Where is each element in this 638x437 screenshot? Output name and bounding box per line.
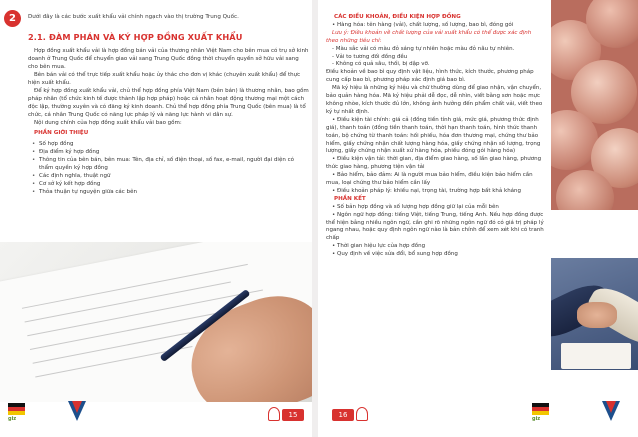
left-page xyxy=(0,0,312,437)
term-line: • Điều kiện tài chính: giá cả (đồng tiền tính giá, mức giá, phương thức định giá), thanh toán (đồng tiền thanh toán, thời hạn thanh toán, hình thức thanh toán, bộ chứng từ thanh toán: hối phiếu, hóa đơn thương mại, chứng thư bảo hiểm, giấy chứng nhận chất lượng hàng hóa, giấy chứng nhận số lượng, trọng lượng, giấy chứng nhận xuất xứ hàng hóa, phiếu đóng gói hàng hóa) xyxy=(326,116,541,155)
term-line: • Điều khoản pháp lý: khiếu nại, trọng tài, trường hợp bất khả kháng xyxy=(332,187,522,194)
term-line: - Không có quả sâu, thối, bị dập vỡ. xyxy=(332,61,430,68)
page-mark-icon xyxy=(268,407,280,421)
closing-line: • Số bản hợp đồng và số lượng hợp đồng giữ lại của mỗi bên xyxy=(332,203,499,210)
term-line: • Điều kiện vận tải: thời gian, địa điểm giao hàng, số lần giao hàng, phương thức giao hàng, phương tiện vận tải xyxy=(326,156,542,171)
terms-heading: CÁC ĐIỀU KHOẢN, ĐIỀU KIỆN HỢP ĐỒNG xyxy=(334,14,461,20)
chapter-badge: 2 xyxy=(4,10,21,27)
german-flag-icon xyxy=(8,403,25,415)
paragraph: Bên bán vải có thể trực tiếp xuất khẩu hoặc ủy thác cho đơn vị khác (chuyên xuất khẩu) để thực hiện xuất khẩu. xyxy=(28,72,301,86)
sub-title: PHẦN GIỚI THIỆU xyxy=(34,130,89,136)
giz-logo: giz xyxy=(8,416,17,422)
term-line: Mã ký hiệu là những ký hiệu và chữ thường dùng để giao nhận, vận chuyển, bảo quản hàng hóa. Mã ký hiệu phải dễ đọc, dễ nhìn, viết bằng sơn hoặc mực không nhòe, kích thước đủ lớn, không ảnh hưởng đến phẩm chất vải, viết theo ký tự nhất định. xyxy=(326,85,543,115)
footer-logos xyxy=(8,401,128,423)
page-number: 16 xyxy=(332,409,354,421)
right-body xyxy=(326,14,544,259)
closing-line: • Quy định về việc sửa đổi, bổ sung hợp đồng xyxy=(332,251,458,258)
closing-heading: PHẦN KẾT xyxy=(334,195,366,202)
page-number: 15 xyxy=(282,409,304,421)
intro-bullet-list xyxy=(28,140,310,196)
term-line: • Bảo hiểm, bảo đảm: Ai là người mua bảo hiểm, điều kiện bảo hiểm cần mua, loại chứng thư bảo hiểm cần lấy xyxy=(326,172,533,187)
list-item: • Các định nghĩa, thuật ngữ xyxy=(39,172,310,180)
list-item: • Thông tin của bên bán, bên mua: Tên, địa chỉ, số điện thoại, số fax, e-mail, người đại diện có thẩm quyền ký hợp đồng xyxy=(39,156,310,172)
note-line: Lưu ý: Điều khoản về chất lượng của vải xuất khẩu có thể được xác định theo những tiêu chí: xyxy=(326,29,532,44)
term-line: - Màu sắc vải có màu đỏ sáng tự nhiên hoặc màu đỏ nâu tự nhiên. xyxy=(332,45,515,52)
list-item: • Địa điểm ký hợp đồng xyxy=(39,148,310,156)
list-item: • Cơ sở ký kết hợp đồng xyxy=(39,180,310,188)
list-item: • Thỏa thuận tự nguyện giữa các bên xyxy=(39,188,310,196)
contract-signing-photo xyxy=(0,242,312,402)
german-flag-icon xyxy=(532,403,549,415)
section-title: 2.1. ĐÀM PHÁN VÀ KÝ HỢP ĐỒNG XUẤT KHẨU xyxy=(28,32,243,42)
intro-text: Dưới đây là các bước xuất khẩu vải chính ngạch vào thị trường Trung Quốc. xyxy=(28,14,239,20)
term-line: - Vải to tương đối đồng đều xyxy=(332,53,408,60)
right-page xyxy=(318,0,638,437)
paragraph: Hợp đồng xuất khẩu vải là hợp đồng bán vải của thương nhân Việt Nam cho bên mua có trụ sở kinh doanh ở Trung Quốc để chuyển giao vải sang Trung Quốc đồng thời chuyển quyền sở hữu vải sang cho bên mua. xyxy=(28,48,309,70)
giz-logo: giz xyxy=(532,416,541,422)
term-line: • Hàng hóa: tên hàng (vải), chất lượng, số lượng, bao bì, đóng gói xyxy=(332,21,514,28)
vcci-logo-icon xyxy=(602,401,620,421)
left-body xyxy=(28,47,310,196)
paragraph: Nội dung chính của hợp đồng xuất khẩu vải bao gồm: xyxy=(34,120,182,126)
closing-line: • Ngôn ngữ hợp đồng: tiếng Việt, tiếng Trung, tiếng Anh. Nếu hợp đồng được thể hiện bằng nhiều ngôn ngữ, cần ghi rõ những ngôn ngữ đó có giá trị pháp lý ngang nhau, hoặc quy định ngôn ngữ nào là bản chính để xem xét khi có tranh chấp xyxy=(326,211,544,242)
paragraph: Để ký hợp đồng xuất khẩu vải, chủ thể hợp đồng phía Việt Nam (bên bán) là thương nhân, bao gồm pháp nhân (tổ chức kinh tế được thành lập hợp pháp) hoặc cá nhân hoạt động thương mại một cách độc lập, thường xuyên và có đăng ký kinh doanh. Chủ thể hợp đồng phía Trung Quốc (bên mua) là tổ chức, cá nhân Trung Quốc có năng lực pháp lý và năng lực hành vi dân sự. xyxy=(28,88,309,118)
footer-logos xyxy=(532,401,632,423)
list-item: • Số hợp đồng xyxy=(39,140,310,148)
lychee-photo xyxy=(551,0,638,210)
vcci-logo-icon xyxy=(68,401,86,421)
closing-line: • Thời gian hiệu lực của hợp đồng xyxy=(332,243,426,250)
handshake-photo xyxy=(551,258,638,370)
term-line: Điều khoản về bao bì quy định vật liệu, hình thức, kích thước, phương pháp cung cấp bao bì, phương pháp xác định giá bao bì. xyxy=(326,69,534,84)
page-mark-icon xyxy=(356,407,368,421)
